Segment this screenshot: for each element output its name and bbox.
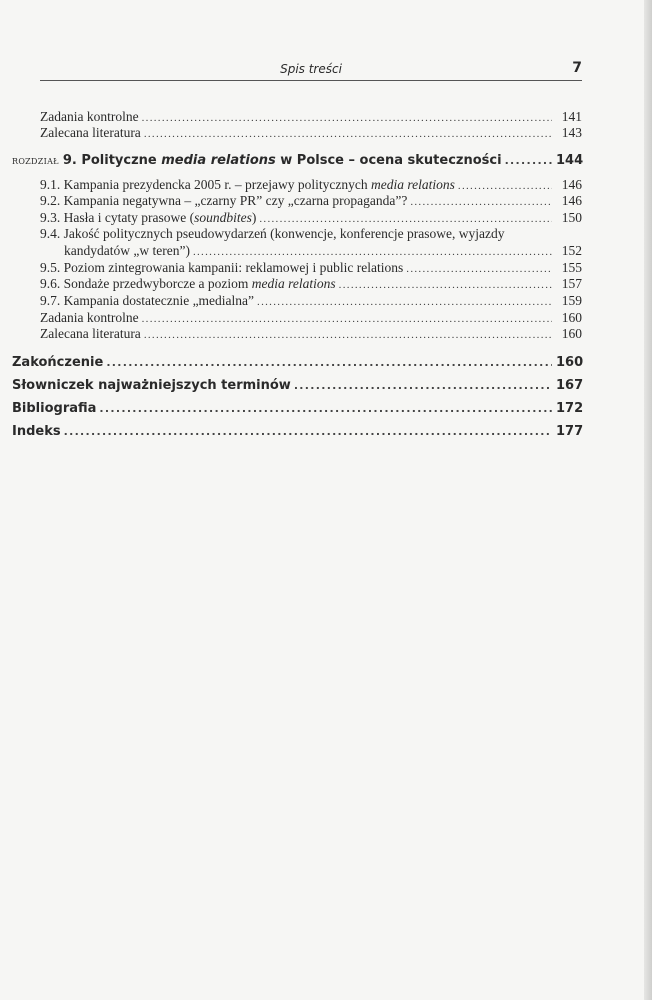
toc-entry: Zalecana literatura ..... 160 xyxy=(40,326,582,343)
toc-entry: 9.2. Kampania negatywna – „czarny PR” czy „czarna propaganda”? ..... 146 xyxy=(40,193,582,210)
toc-entry: 9.1. Kampania prezydencka 2005 r. – przejawy politycznych media relations ..... 146 xyxy=(40,177,582,194)
toc-entry-line: 9.4. Jakość politycznych pseudowydarzeń (konwencje, konferencje prasowe, wyjazdy xyxy=(40,226,505,241)
toc-entry: 9.6. Sondaże przedwyborcze a poziom media relations ..... 157 xyxy=(40,276,582,293)
toc-entry: 9.7. Kampania dostatecznie „medialna” ..... 159 xyxy=(40,293,582,310)
toc-section: Indeks ..... 177 xyxy=(12,424,582,440)
toc-entry: Zadania kontrolne ..... 160 xyxy=(40,310,582,327)
toc-section: Bibliografia ..... 172 xyxy=(12,401,582,417)
toc-chapter: ROZDZIAŁ 9. Polityczne media relations w Polsce – ocena skuteczności ..... 144 xyxy=(12,153,582,170)
toc-entry: Zalecana literatura ..... 143 xyxy=(40,125,582,142)
toc-section: Zakończenie ..... 160 xyxy=(12,355,582,371)
toc-entry: Zadania kontrolne ..... 141 xyxy=(40,109,582,126)
toc-section: Słowniczek najważniejszych terminów ..... 167 xyxy=(12,378,582,394)
header-title: Spis treści xyxy=(280,62,342,76)
toc-entry: kandydatów „w teren”) ..... 152 xyxy=(64,243,582,260)
page-number: 7 xyxy=(572,60,582,76)
toc-entry: 9.5. Poziom zintegrowania kampanii: reklamowej i public relations ..... 155 xyxy=(40,260,582,277)
page-edge xyxy=(644,0,652,1000)
toc-entry: 9.3. Hasła i cytaty prasowe (soundbites) ..... 150 xyxy=(40,210,582,227)
running-header xyxy=(40,60,582,81)
